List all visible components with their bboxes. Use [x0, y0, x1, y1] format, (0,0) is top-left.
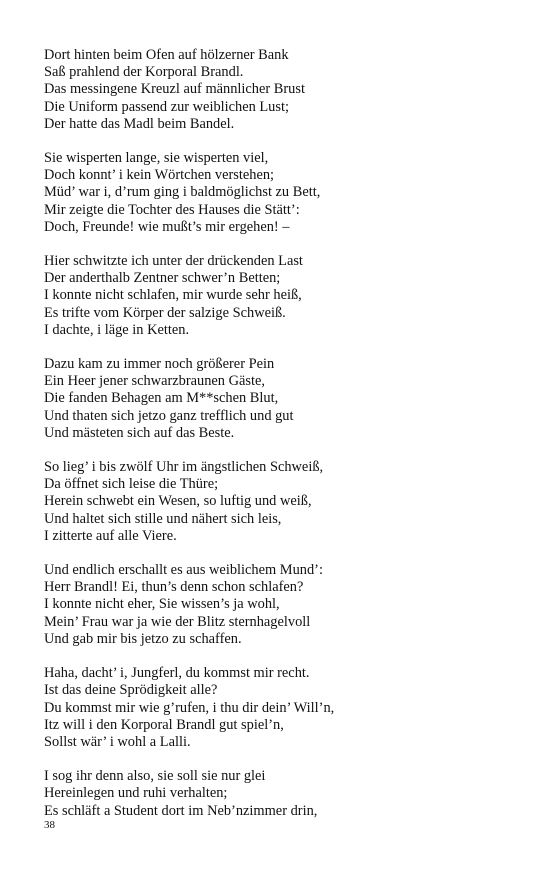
poem-line: Ein Heer jener schwarzbraunen Gäste, — [44, 373, 265, 390]
poem-line: Haha, dacht’ i, Jungferl, du kommst mir recht. — [44, 665, 310, 682]
stanza — [44, 562, 514, 648]
poem-line: Doch konnt’ i kein Wörtchen verstehen; — [44, 167, 275, 184]
poem-line: Es trifte vom Körper der salzige Schweiß. — [44, 304, 286, 321]
stanza — [44, 150, 514, 236]
poem-line: Ist das deine Sprödigkeit alle? — [44, 682, 218, 699]
stanza — [44, 47, 514, 133]
poem-line: Und haltet sich stille und nähert sich leis, — [44, 510, 282, 527]
poem-line: Müd’ war i, d’rum ging i baldmöglichst zu Bett, — [44, 184, 321, 201]
poem-line: Und gab mir bis jetzo zu schaffen. — [44, 630, 242, 647]
poem-line: Da öffnet sich leise die Thüre; — [44, 476, 219, 493]
poem-line: Du kommst mir wie g’rufen, i thu dir dein’ Will’n, — [44, 699, 335, 716]
poem-line: I konnte nicht eher, Sie wissen’s ja wohl, — [44, 596, 280, 613]
stanza — [44, 459, 514, 545]
poem-line: Sollst wär’ i wohl a Lalli. — [44, 733, 191, 750]
stanza — [44, 356, 514, 442]
poem-text — [44, 47, 514, 837]
poem-line: Der hatte das Madl beim Bandel. — [44, 115, 235, 132]
poem-line: Es schläft a Student dort im Neb’nzimmer drin, — [44, 802, 318, 819]
poem-line: Doch, Freunde! wie mußt’s mir ergehen! – — [44, 218, 290, 235]
stanza — [44, 768, 514, 820]
poem-line: Dort hinten beim Ofen auf hölzerner Bank — [44, 47, 289, 63]
stanza — [44, 665, 514, 751]
poem-line: Dazu kam zu immer noch größerer Pein — [44, 356, 275, 373]
poem-line: Der anderthalb Zentner schwer’n Betten; — [44, 270, 281, 287]
poem-line: Itz will i den Korporal Brandl gut spiel’n, — [44, 716, 284, 733]
poem-line: I sog ihr denn also, sie soll sie nur glei — [44, 768, 266, 785]
poem-line: Saß prahlend der Korporal Brandl. — [44, 64, 244, 81]
poem-line: Herr Brandl! Ei, thun’s denn schon schlafen? — [44, 579, 304, 596]
poem-line: Das messingene Kreuzl auf männlicher Brust — [44, 81, 305, 98]
stanza — [44, 253, 514, 339]
poem-line: Hereinlegen und ruhi verhalten; — [44, 785, 228, 802]
poem-line: Und endlich erschallt es aus weiblichem Mund’: — [44, 562, 323, 579]
poem-line: Die Uniform passend zur weiblichen Lust; — [44, 98, 289, 115]
poem-line: Mein’ Frau war ja wie der Blitz sternhagelvoll — [44, 613, 311, 630]
poem-line: Und mästeten sich auf das Beste. — [44, 424, 235, 441]
poem-line: Herein schwebt ein Wesen, so luftig und weiß, — [44, 493, 312, 510]
poem-line: Mir zeigte die Tochter des Hauses die Stätt’: — [44, 201, 300, 218]
poem-line: Sie wisperten lange, sie wisperten viel, — [44, 150, 269, 167]
poem-line: I konnte nicht schlafen, mir wurde sehr heiß, — [44, 287, 302, 304]
poem-line: Hier schwitzte ich unter der drückenden Last — [44, 253, 303, 270]
poem-line: I zitterte auf alle Viere. — [44, 527, 177, 544]
poem-line: Und thaten sich jetzo ganz trefflich und gut — [44, 407, 294, 424]
poem-line: Die fanden Behagen am M**schen Blut, — [44, 390, 279, 407]
poem-line: I dachte, i läge in Ketten. — [44, 321, 190, 338]
page-number: 38 — [44, 819, 55, 831]
poem-line: So lieg’ i bis zwölf Uhr im ängstlichen Schweiß, — [44, 459, 324, 476]
